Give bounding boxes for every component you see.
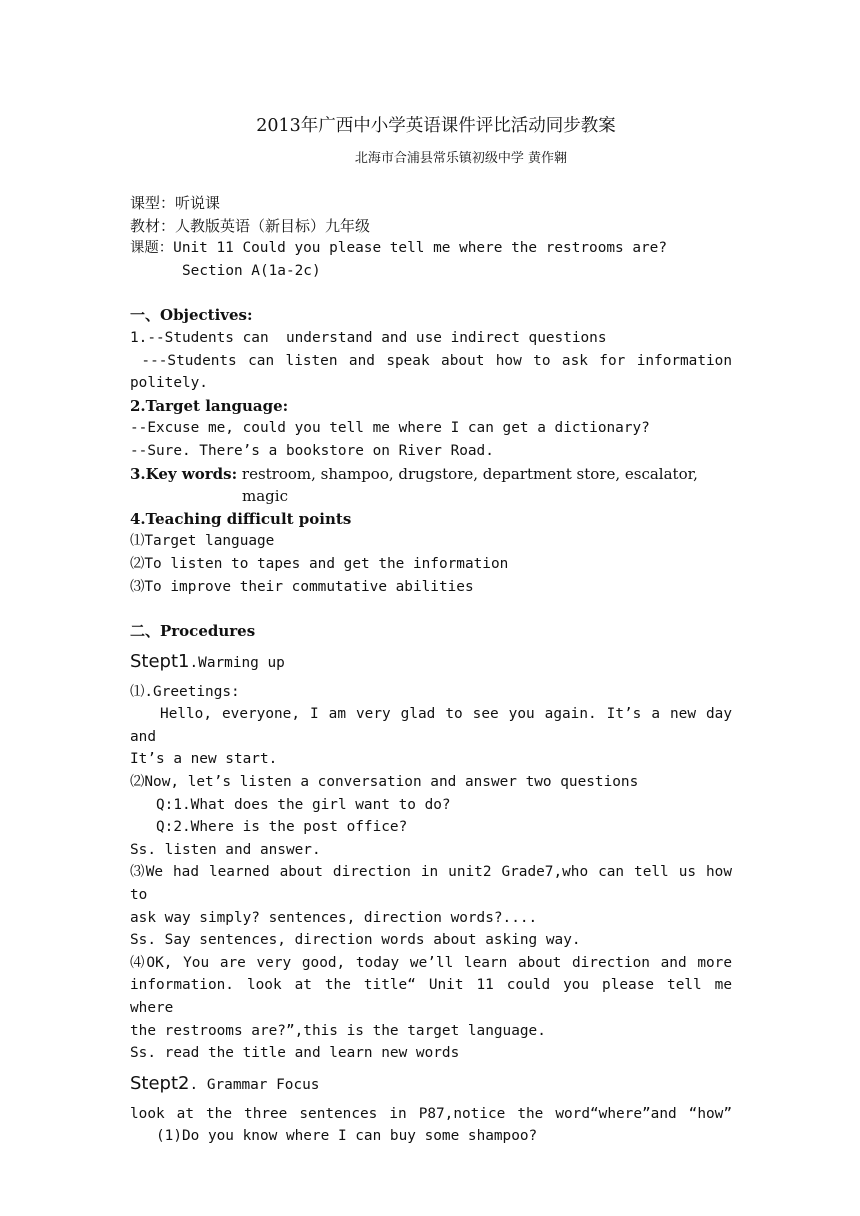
topic-line-2: Section A(1a-2c) (182, 262, 321, 279)
textbook: 教材：人教版英语（新目标）九年级 (130, 216, 371, 235)
step-1-title: .Warming up (189, 654, 285, 671)
objectives-heading: 一、Objectives: (130, 306, 253, 325)
step-1-line: Q:2.Where is the post office? (130, 819, 408, 836)
step-1-line: information. look at the title“ Unit 11 could you please tell me where (130, 977, 741, 1016)
procedures-heading: 二、Procedures (130, 622, 256, 641)
difficult-points-heading: 4.Teaching difficult points (130, 509, 352, 528)
step-1-body (130, 681, 741, 1065)
step-1-line: ⑵Now, let’s listen a conversation and answer two questions (130, 774, 639, 791)
step-1-line: Ss. listen and answer. (130, 841, 321, 858)
objective-1-line-3: politely. (130, 375, 208, 392)
document-page (130, 112, 741, 1148)
step-1-line: Q:1.What does the girl want to do? (130, 796, 451, 813)
key-words-continued: magic (242, 487, 288, 506)
step-2-title: . Grammar Focus (189, 1076, 320, 1093)
difficult-point-3: ⑶To improve their commutative abilities (130, 578, 474, 595)
key-words (130, 463, 732, 486)
step-1-line: It’s a new start. (130, 751, 278, 768)
step-1-line: ⑴.Greetings: (130, 683, 240, 700)
difficult-point-1: ⑴Target language (130, 533, 275, 550)
step-1-line: ⑶We had learned about direction in unit2 Grade7,who can tell us how to (130, 864, 741, 904)
difficult-point-2: ⑵To listen to tapes and get the information (130, 555, 509, 572)
target-language-line-2: --Sure. There’s a bookstore on River Road. (130, 442, 494, 459)
objective-1-line-1: 1.--Students can understand and use indirect questions (130, 329, 607, 346)
step-1-line: Hello, everyone, I am very glad to see you again. It’s a new day and (130, 706, 741, 745)
step-2-label: Stept2 (130, 1072, 190, 1094)
target-language-line-1: --Excuse me, could you tell me where I can get a dictionary? (130, 420, 650, 437)
document-title: 2013年广西中小学英语课件评比活动同步教案 (256, 116, 616, 136)
objective-1-line-2: ---Students can listen and speak about how to ask for information (130, 352, 733, 369)
step-1-line: Ss. read the title and learn new words (130, 1045, 460, 1062)
course-type: 课型：听说课 (130, 194, 221, 212)
step-2-line: (1)Do you know where I can buy some shampoo? (130, 1128, 538, 1145)
key-words-label: 3.Key words: (130, 464, 238, 483)
step-1-line: the restrooms are?”,this is the target language. (130, 1022, 546, 1039)
target-language-heading: 2.Target language: (130, 396, 289, 415)
step-1-line: ask way simply? sentences, direction words?.... (130, 909, 538, 926)
step-2-heading (130, 1071, 732, 1097)
step-2-body (130, 1103, 732, 1148)
step-2-line: look at the three sentences in P87,notice the word“where”and “how” (130, 1105, 732, 1122)
step-1-label: Stept1 (130, 650, 190, 672)
step-1-heading (130, 649, 732, 675)
document-author: 北海市合浦县常乐镇初级中学 黄作翱 (354, 151, 568, 166)
step-1-line: ⑷OK, You are very good, today we’ll learn about direction and more (130, 954, 732, 971)
key-words-text: restroom, shampoo, drugstore, department store, escalator, (237, 464, 698, 483)
topic-line-1: 课题：Unit 11 Could you please tell me where the restrooms are? (130, 240, 668, 257)
step-1-line: Ss. Say sentences, direction words about asking way. (130, 932, 581, 949)
